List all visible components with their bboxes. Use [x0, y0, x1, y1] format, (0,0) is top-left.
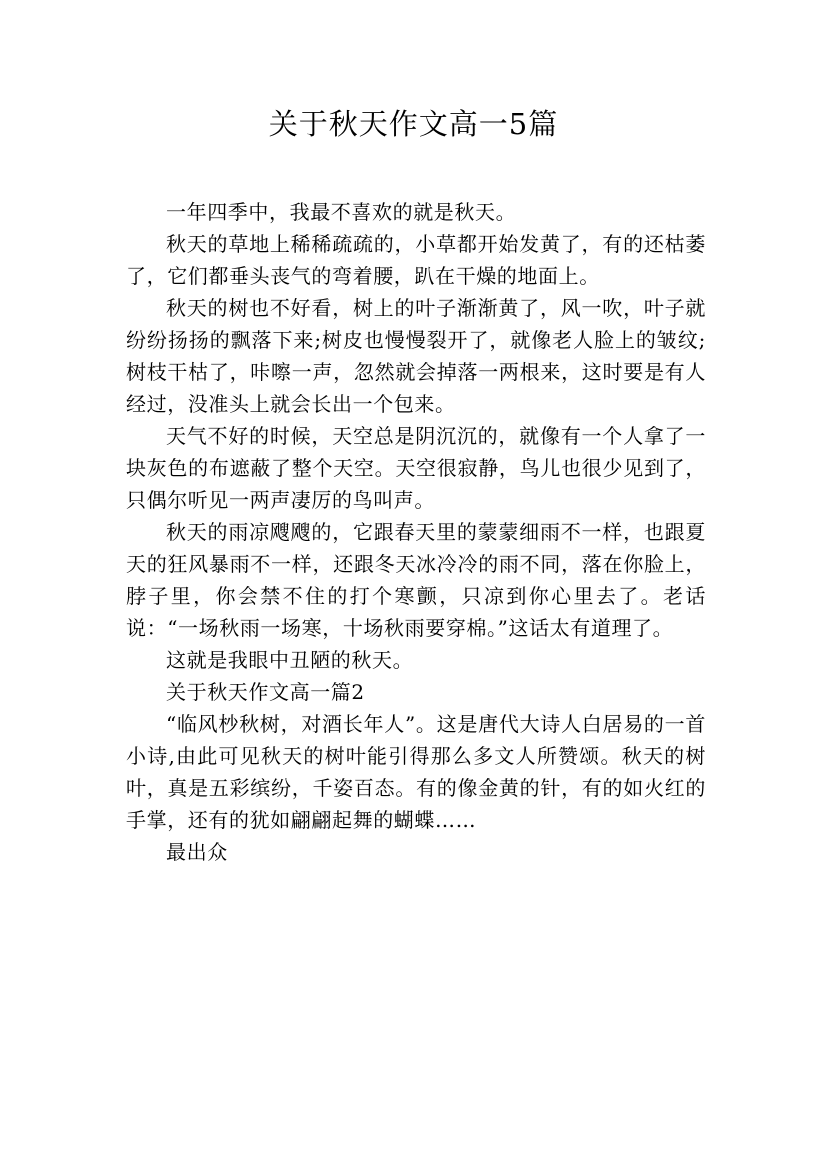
paragraph: 秋天的树也不好看，树上的叶子渐渐黄了，风一吹，叶子就纷纷扬扬的飘落下来;树皮也慢慢裂开了，就像老人脸上的皱纹;树枝干枯了，咔嚓一声，忽然就会掉落一两根来，这时要是有人经过，没准头上就会长出一个包来。	[126, 296, 706, 416]
paragraph: 这就是我眼中丑陋的秋天。	[166, 648, 414, 672]
paragraph: “临风杪秋树，对酒长年人”。这是唐代大诗人白居易的一首小诗,由此可见秋天的树叶能引得那么多文人所赞颂。秋天的树叶，真是五彩缤纷，千姿百态。有的像金黄的针，有的如火红的手掌，还有的犹如翩翩起舞的蝴蝶……	[126, 712, 706, 832]
paragraph: 秋天的雨凉飕飕的，它跟春天里的蒙蒙细雨不一样，也跟夏天的狂风暴雨不一样，还跟冬天冰冷冷的雨不同，落在你脸上，脖子里，你会禁不住的打个寒颤，只凉到你心里去了。老话说：“一场秋雨一场寒，十场秋雨要穿棉。”这话太有道理了。	[126, 520, 706, 640]
section-heading: 关于秋天作文高一篇2	[166, 680, 365, 704]
paragraph: 最出众	[166, 840, 228, 864]
paragraph: 秋天的草地上稀稀疏疏的，小草都开始发黄了，有的还枯萎了，它们都垂头丧气的弯着腰，趴在干燥的地面上。	[126, 232, 706, 288]
paragraph: 一年四季中，我最不喜欢的就是秋天。	[166, 200, 517, 224]
document-body	[126, 196, 706, 868]
document-title: 关于秋天作文高一5篇	[268, 107, 559, 141]
paragraph: 天气不好的时候，天空总是阴沉沉的，就像有一个人拿了一块灰色的布遮蔽了整个天空。天空很寂静，鸟儿也很少见到了，只偶尔听见一两声凄厉的鸟叫声。	[126, 424, 706, 512]
